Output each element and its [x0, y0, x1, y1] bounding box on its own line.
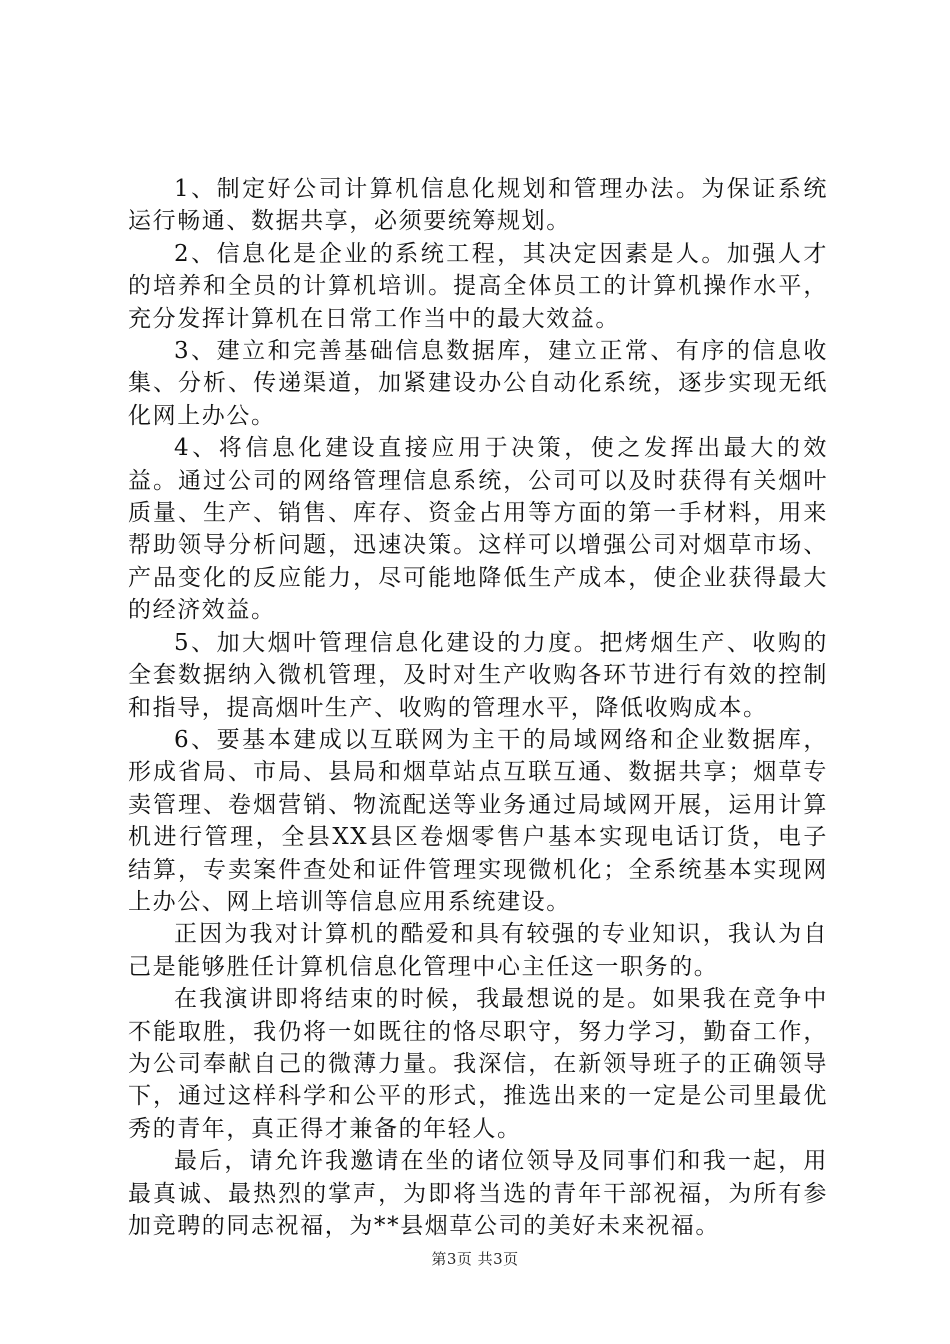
paragraph-3: 3、建立和完善基础信息数据库，建立正常、有序的信息收集、分析、传递渠道，加紧建设办公自动化系统，逐步实现无纸化网上办公。: [128, 338, 828, 429]
paragraph-7: 正因为我对计算机的酷爱和具有较强的专业知识，我认为自己是能够胜任计算机信息化管理中心主任这一职务的。: [128, 921, 828, 980]
paragraph-4: 4、将信息化建设直接应用于决策，使之发挥出最大的效益。通过公司的网络管理信息系统，公司可以及时获得有关烟叶质量、生产、销售、库存、资金占用等方面的第一手材料，用来帮助领导分析问题，迅速决策。这样可以增强公司对烟草市场、产品变化的反应能力，尽可能地降低生产成本，使企业获得最大的经济效益。: [128, 435, 828, 624]
paragraph-8: 在我演讲即将结束的时候，我最想说的是。如果我在竞争中不能取胜，我仍将一如既往的恪尽职守，努力学习，勤奋工作，为公司奉献自己的微薄力量。我深信，在新领导班子的正确领导下，通过这样科学和公平的形式，推选出来的一定是公司里最优秀的青年，真正得才兼备的年轻人。: [128, 986, 828, 1142]
page-number-footer: 第3页 共3页: [431, 1250, 519, 1268]
paragraph-5: 5、加大烟叶管理信息化建设的力度。把烤烟生产、收购的全套数据纳入微机管理，及时对生产收购各环节进行有效的控制和指导，提高烟叶生产、收购的管理水平，降低收购成本。: [128, 629, 828, 721]
paragraph-6: 6、要基本建成以互联网为主干的局域网络和企业数据库，形成省局、市局、县局和烟草站点互联互通、数据共享；烟草专卖管理、卷烟营销、物流配送等业务通过局域网开展，运用计算机进行管理，全县XX县区卷烟零售户基本实现电话订货，电子结算，专卖案件查处和证件管理实现微机化；全系统基本实现网上办公、网上培训等信息应用系统建设。: [128, 726, 828, 915]
paragraph-1: 1、制定好公司计算机信息化规划和管理办法。为保证系统运行畅通、数据共享，必须要统筹规划。: [128, 176, 828, 235]
document-body: [128, 173, 828, 1242]
paragraph-2: 2、信息化是企业的系统工程，其决定因素是人。加强人才的培养和全员的计算机培训。提高全体员工的计算机操作水平，充分发挥计算机在日常工作当中的最大效益。: [128, 240, 828, 332]
paragraph-9: 最后，请允许我邀请在坐的诸位领导及同事们和我一起，用最真诚、最热烈的掌声，为即将当选的青年干部祝福，为所有参加竞聘的同志祝福，为**县烟草公司的美好未来祝福。: [128, 1148, 828, 1239]
